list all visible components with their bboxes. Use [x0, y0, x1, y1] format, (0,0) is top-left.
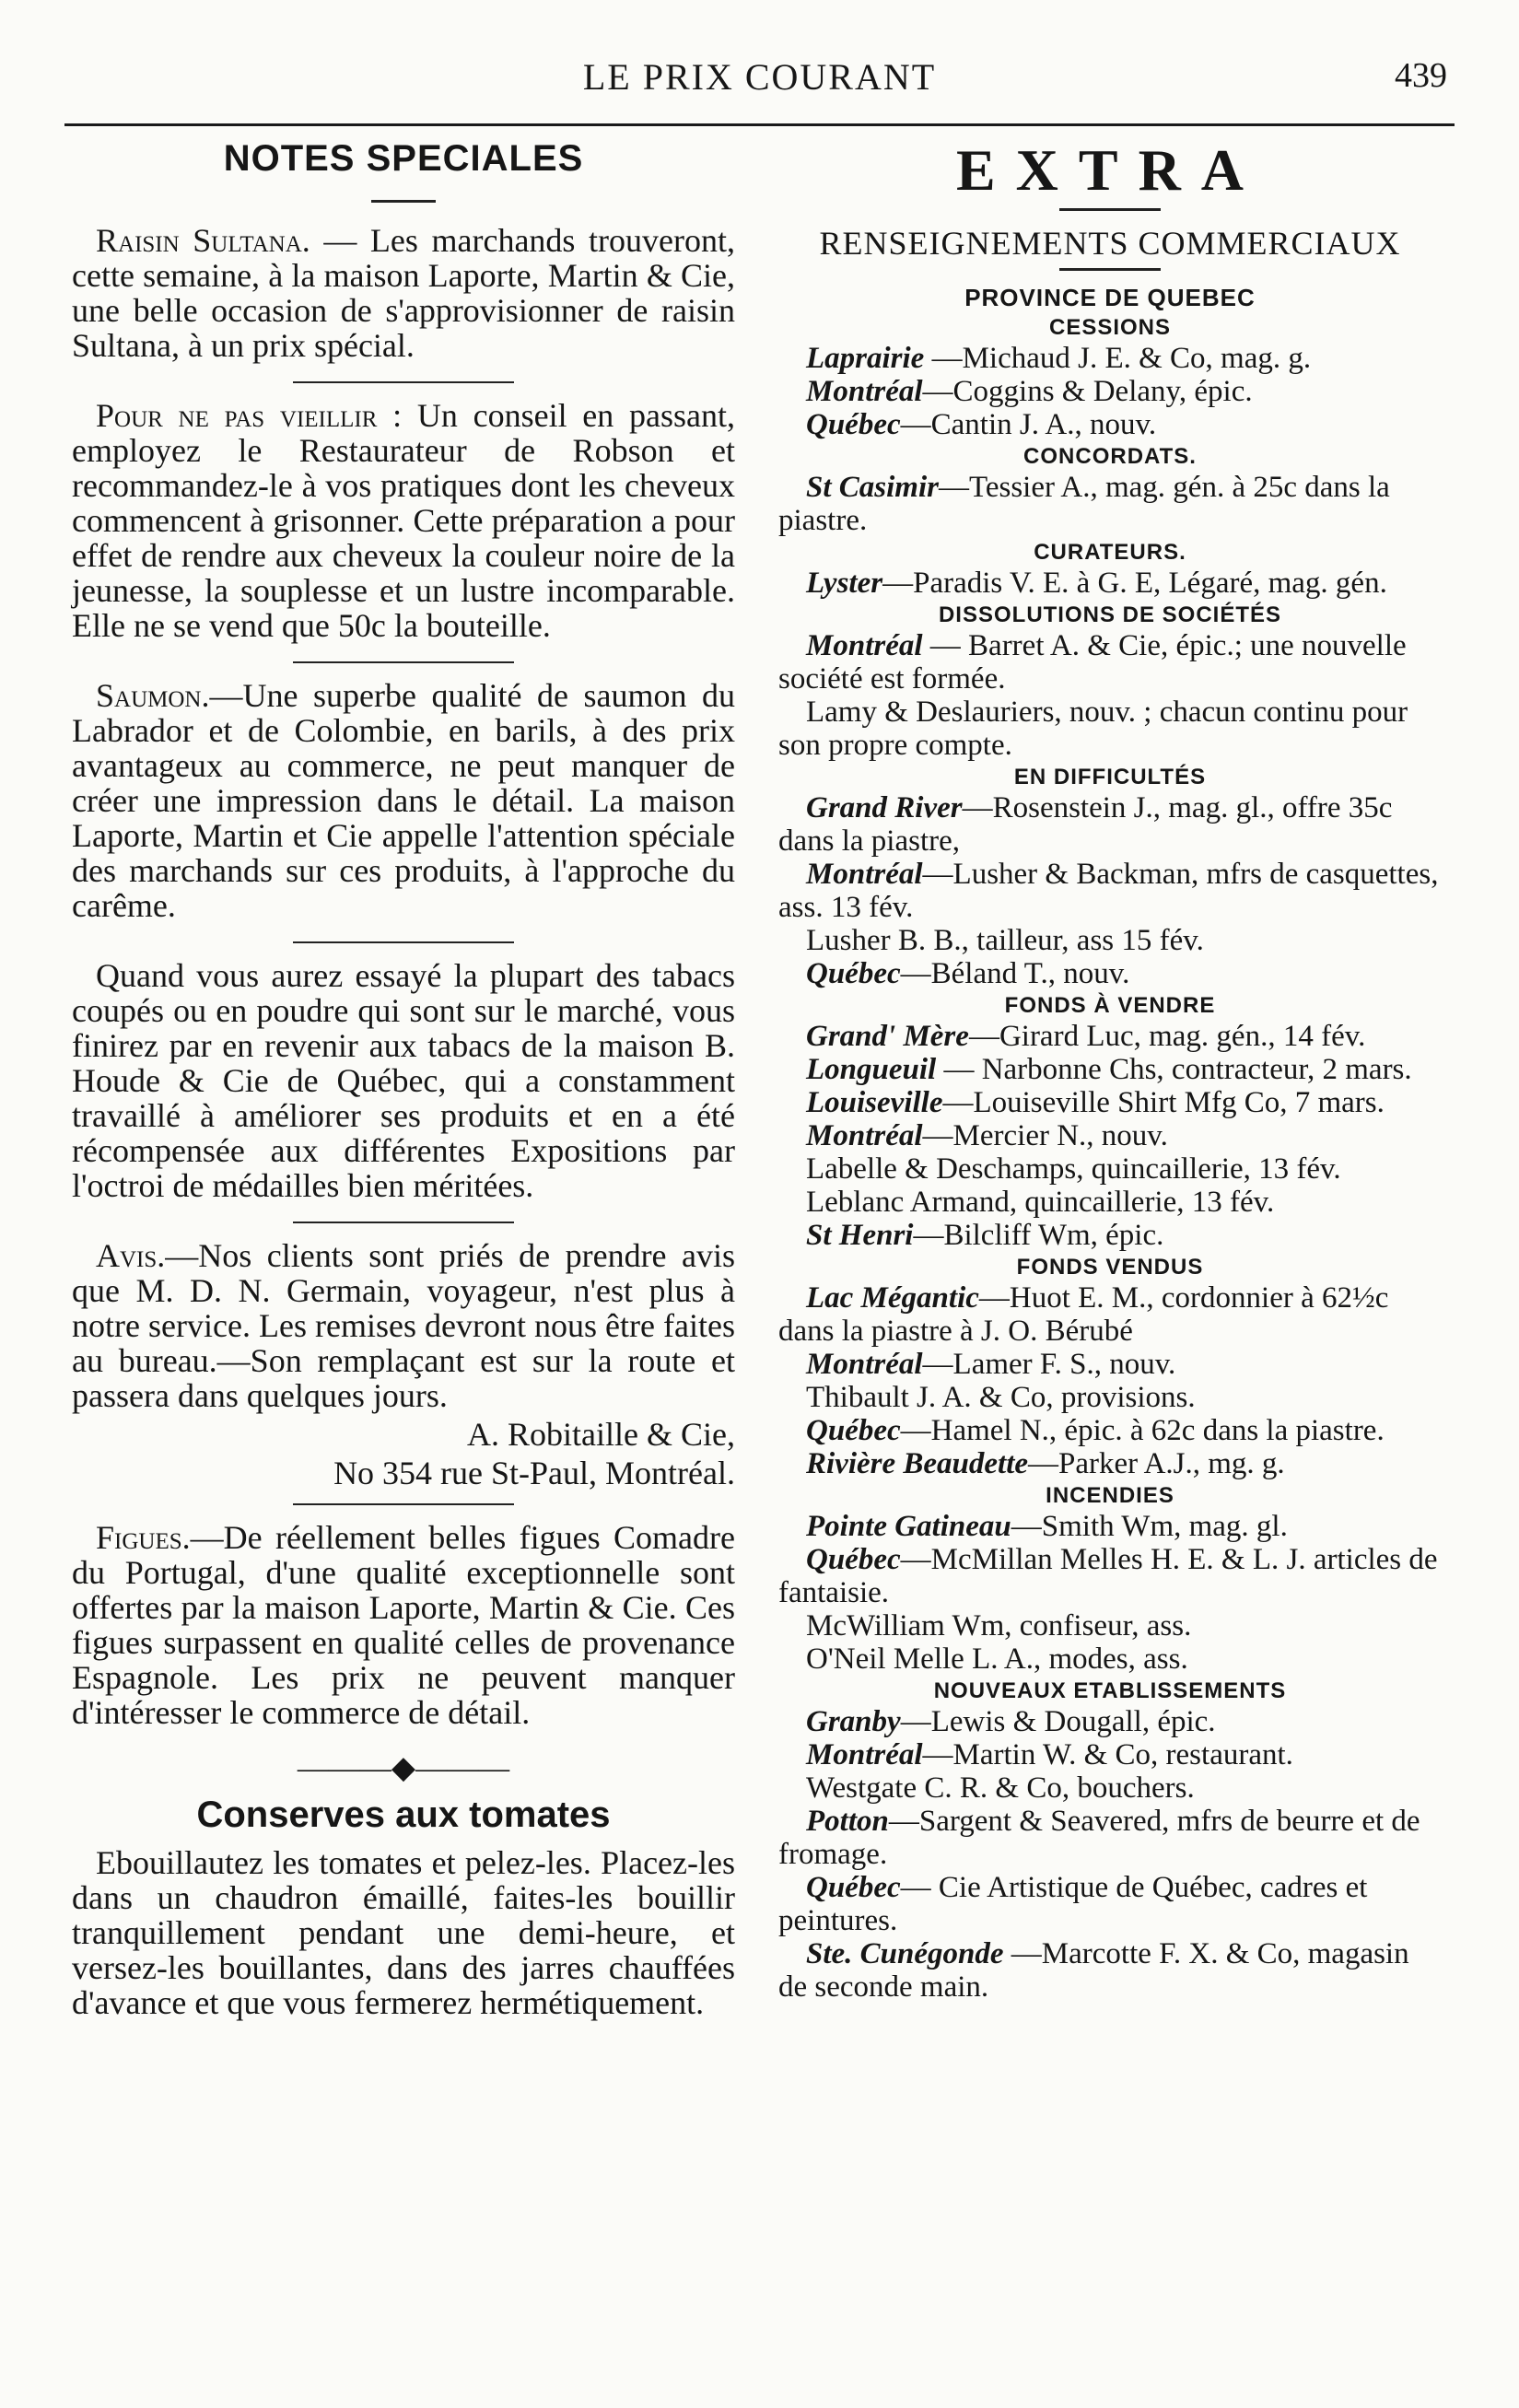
category-heading: NOUVEAUX ETABLISSEMENTS: [933, 1678, 1287, 1703]
category-heading: CESSIONS: [1048, 315, 1172, 340]
entry: [778, 1053, 1442, 1086]
entry: [778, 1348, 1442, 1381]
entry-place: Lac Mégantic: [806, 1281, 979, 1315]
entry-place: Québec: [806, 408, 901, 441]
entry-text: —Paradis V. E. à G. E, Légaré, mag. gén.: [882, 567, 1387, 600]
entry-place: Ste. Cunégonde: [806, 1937, 1004, 1970]
category-heading: EN DIFFICULTÉS: [1013, 765, 1207, 789]
entry-text: —McMillan Melles H. E. & L. J. articles de fantaisie.: [778, 1543, 1438, 1609]
entry-place: Québec: [806, 1543, 901, 1576]
entry-text: O'Neil Melle L. A., modes, ass.: [806, 1642, 1188, 1676]
signature-company: A. Robitaille & Cie,: [467, 1416, 735, 1453]
note-lead: Figues.: [96, 1519, 191, 1556]
entry-text: —Mercier N., nouv.: [922, 1119, 1168, 1152]
entry: [778, 1642, 1442, 1676]
category-heading: INCENDIES: [1046, 1483, 1174, 1508]
entry-place: Longueuil: [806, 1053, 937, 1086]
entry-place: Laprairie: [806, 342, 925, 375]
note-raisin: [72, 223, 735, 363]
entry: [778, 375, 1442, 408]
notes-speciales-title: NOTES SPECIALES: [223, 138, 584, 179]
note-figues: [72, 1520, 735, 1730]
entry: [778, 629, 1442, 696]
entry: [778, 1543, 1442, 1609]
note-lead: Saumon.: [96, 677, 210, 714]
entry: [778, 791, 1442, 858]
entry-text: —Parker A.J., mg. g.: [1028, 1447, 1285, 1480]
title-rule: [371, 200, 436, 203]
entry-text: — Narbonne Chs, contracteur, 2 mars.: [936, 1053, 1412, 1086]
entry-place: Potton: [806, 1805, 889, 1838]
entry: [778, 1805, 1442, 1871]
entry-text: —Coggins & Delany, épic.: [922, 375, 1253, 408]
note-divider: [293, 941, 514, 943]
note-avis: [72, 1238, 735, 1413]
entry-text: Lamy & Deslauriers, nouv. ; chacun continu pour son propre compte.: [778, 696, 1408, 762]
right-column: [778, 138, 1442, 2004]
entry-text: —Lusher & Backman, mfrs de casquettes, ass. 13 fév.: [778, 858, 1439, 924]
entry-text: —Michaud J. E. & Co, mag. g.: [924, 342, 1312, 375]
entry-place: St Henri: [806, 1219, 914, 1252]
entry: [778, 1609, 1442, 1642]
entry-place: Québec: [806, 1414, 901, 1447]
renseignements-subtitle: RENSEIGNEMENTS COMMERCIAUX: [819, 225, 1401, 262]
page-number: 439: [1395, 56, 1447, 95]
note-divider: [293, 1222, 514, 1223]
entry-place: Montréal: [806, 629, 923, 662]
entry-place: Louiseville: [806, 1086, 943, 1119]
title-rule: [1059, 208, 1161, 211]
entry-text: Leblanc Armand, quincaillerie, 13 fév.: [806, 1186, 1275, 1219]
entry-text: —Lamer F. S., nouv.: [922, 1348, 1176, 1381]
entry-text: Lusher B. B., tailleur, ass 15 fév.: [806, 924, 1204, 957]
note-tabacs: [72, 958, 735, 1203]
entry: [778, 1937, 1442, 2004]
entry-text: — Barret A. & Cie, épic.; une nouvelle société est formée.: [778, 629, 1407, 696]
entry-text: —Lewis & Dougall, épic.: [900, 1705, 1216, 1738]
entry-place: Montréal: [806, 375, 923, 408]
note-divider: [293, 1503, 514, 1505]
category-heading: DISSOLUTIONS DE SOCIÉTÉS: [938, 602, 1282, 627]
note-lead: Raisin Sultana.: [96, 222, 310, 259]
entry: [778, 1381, 1442, 1414]
entry: [778, 1020, 1442, 1053]
entry-text: —Smith Wm, mag. gl.: [1011, 1510, 1288, 1543]
entry-place: Rivière Beaudette: [806, 1447, 1029, 1480]
note-lead: Pour ne pas vieillir :: [96, 397, 403, 434]
note-text: —Une superbe qualité de saumon du Labrador et de Colombie, en barils, à des prix avantageux au commerce, ne peut manquer de créer une impression dans le détail. La maison Laporte, Martin et Cie appelle l'attention spéciale des marchands sur ces produits, à l'approche du carême.: [72, 677, 735, 924]
note-divider: [293, 661, 514, 663]
entry-place: Montréal: [806, 1119, 923, 1152]
entry-text: —Cantin J. A., nouv.: [900, 408, 1157, 441]
entry: [778, 1281, 1442, 1348]
entry: [778, 471, 1442, 537]
entry-place: Grand River: [806, 791, 963, 824]
note-text: — Les marchands trouveront, cette semaine, à la maison Laporte, Martin & Cie, une belle occasion de s'approvisionner de raisin Sultana, à un prix spécial.: [72, 222, 735, 364]
extra-title: EXTRA: [955, 137, 1265, 203]
entry-text: —Huot E. M., cordonnier à 62½c dans la piastre à J. O. Bérubé: [778, 1281, 1389, 1348]
entry-text: —Marcotte F. X. & Co, magasin de seconde main.: [778, 1937, 1409, 2004]
note-vieillir: [72, 398, 735, 643]
entry: [778, 696, 1442, 762]
entry: [778, 1414, 1442, 1447]
entry-text: —Girard Luc, mag. gén., 14 fév.: [968, 1020, 1366, 1053]
entry: [778, 1186, 1442, 1219]
entry: [778, 1119, 1442, 1152]
entry-text: —Hamel N., épic. à 62c dans la piastre.: [900, 1414, 1385, 1447]
entry-place: Lyster: [806, 567, 883, 600]
category-heading: CURATEURS.: [1034, 540, 1186, 565]
entry-text: McWilliam Wm, confiseur, ass.: [806, 1609, 1192, 1642]
entry-text: —Louiseville Shirt Mfg Co, 7 mars.: [942, 1086, 1385, 1119]
conserves-title: Conserves aux tomates: [196, 1794, 611, 1835]
entry-place: Montréal: [806, 858, 923, 891]
subtitle-rule: [1059, 268, 1161, 271]
province-heading: PROVINCE DE QUEBEC: [964, 284, 1256, 311]
entry-text: — Cie Artistique de Québec, cadres et peintures.: [778, 1871, 1368, 1937]
entry-place: Grand' Mère: [806, 1020, 969, 1053]
entry: [778, 924, 1442, 957]
entry-place: Montréal: [806, 1348, 923, 1381]
entry: [778, 1705, 1442, 1738]
signature-address: No 354 rue St-Paul, Montréal.: [333, 1455, 735, 1491]
left-column: [72, 138, 735, 2039]
entry: [778, 858, 1442, 924]
entry: [778, 957, 1442, 990]
entry: [778, 1086, 1442, 1119]
entry: [778, 1771, 1442, 1805]
entry-text: —Bilcliff Wm, épic.: [913, 1219, 1164, 1252]
entry: [778, 1219, 1442, 1252]
note-lead: Avis.: [96, 1237, 166, 1274]
entry-text: —Martin W. & Co, restaurant.: [922, 1738, 1293, 1771]
entry-text: Thibault J. A. & Co, provisions.: [806, 1381, 1196, 1414]
publication-title: LE PRIX COURANT: [582, 56, 937, 98]
entry-place: Montréal: [806, 1738, 923, 1771]
entry: [778, 1152, 1442, 1186]
entry-text: Labelle & Deschamps, quincaillerie, 13 fév.: [806, 1152, 1341, 1186]
entry-text: Westgate C. R. & Co, bouchers.: [806, 1771, 1195, 1805]
category-heading: FONDS À VENDRE: [1004, 993, 1216, 1018]
note-divider: [293, 381, 514, 383]
entry-place: Granby: [806, 1705, 901, 1738]
entry-place: Québec: [806, 957, 901, 990]
note-text: Quand vous aurez essayé la plupart des tabacs coupés ou en poudre qui sont sur le marché, vous finirez par en revenir aux tabacs de la maison B. Houde & Cie de Québec, qui a constamment travaillé à améliorer ses produits et en a été récompensée aux différentes Expositions par l'octroi de médailles bien méritées.: [72, 957, 735, 1204]
entry-place: St Casimir: [806, 471, 939, 504]
entry: [778, 342, 1442, 375]
ornament-divider: ———◆———: [297, 1751, 510, 1785]
note-saumon: [72, 678, 735, 923]
entry: [778, 1447, 1442, 1480]
note-text: —Nos clients sont priés de prendre avis que M. D. N. Germain, voyageur, n'est plus à notre service. Les remises devront nous être faites au bureau.—Son remplaçant est sur la route et passera dans quelques jours.: [72, 1237, 735, 1414]
entry-place: Pointe Gatineau: [806, 1510, 1011, 1543]
conserves-text: Ebouillautez les tomates et pelez-les. Placez-les dans un chaudron émaillé, faites-les bouillir tranquillement pendant une demi-heure, et versez-les bouillantes, dans des jarres chauffées d'avance et que vous fermerez hermétiquement.: [72, 1844, 735, 2021]
category-heading: FONDS VENDUS: [1016, 1255, 1204, 1280]
entry: [778, 567, 1442, 600]
page-header: [64, 50, 1455, 126]
entry-text: —Sargent & Seavered, mfrs de beurre et de fromage.: [778, 1805, 1420, 1871]
entry-text: —Tessier A., mag. gén. à 25c dans la piastre.: [778, 471, 1390, 537]
entry-place: Québec: [806, 1871, 901, 1904]
entry: [778, 408, 1442, 441]
note-text: Un conseil en passant, employez le Restaurateur de Robson et recommandez-le à vos pratiques dont les cheveux commencent à grisonner. Cette préparation a pour effet de rendre aux cheveux la couleur noire de la jeunesse, la souplesse et un lustre incomparable. Elle ne se vend que 50c la bouteille.: [72, 397, 735, 644]
entry: [778, 1510, 1442, 1543]
note-text: —De réellement belles figues Comadre du Portugal, d'une qualité exceptionnelle sont offertes par la maison Laporte, Martin & Cie. Ces figues surpassent en qualité celles de provenance Espagnole. Les prix ne peuvent manquer d'intéresser le commerce de détail.: [72, 1519, 735, 1731]
entry-text: —Béland T., nouv.: [900, 957, 1130, 990]
entry-text: —Rosenstein J., mag. gl., offre 35c dans la piastre,: [778, 791, 1393, 858]
category-heading: CONCORDATS.: [1023, 444, 1197, 469]
entry: [778, 1871, 1442, 1937]
entry: [778, 1738, 1442, 1771]
